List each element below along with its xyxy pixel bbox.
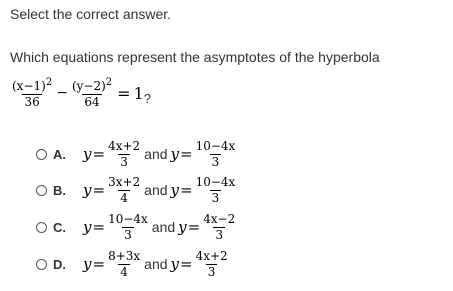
- eq1-fraction: [106, 176, 142, 204]
- term1-denominator: 36: [24, 94, 40, 109]
- eq2-lhs: y: [170, 181, 179, 199]
- eq2-fraction: [194, 250, 230, 278]
- question-mark: ?: [143, 90, 151, 106]
- radio-button-a[interactable]: [36, 149, 47, 160]
- question-text: Which equations represent the asymptotes of the hyperbola: [10, 49, 380, 65]
- eq2-fraction: [201, 213, 237, 241]
- equals-sign: =: [92, 255, 106, 273]
- option-letter: B.: [53, 182, 66, 198]
- eq1-lhs: y: [83, 145, 92, 163]
- option-b-equations: [83, 176, 237, 204]
- eq1-denominator: 3: [120, 154, 128, 169]
- eq2-denominator: 3: [207, 264, 216, 279]
- eq2-lhs: y: [170, 255, 179, 273]
- fraction-term2: [70, 78, 114, 108]
- eq2-denominator: 3: [211, 154, 220, 169]
- eq2-fraction: [194, 176, 238, 204]
- option-letter: A.: [53, 146, 66, 162]
- option-d-equations: [83, 250, 230, 278]
- term2-exponent: 2: [105, 77, 113, 88]
- radio-button-d[interactable]: [36, 259, 47, 270]
- equals-sign: =: [92, 218, 106, 236]
- equals-sign: =: [180, 181, 193, 199]
- and-text: and: [144, 182, 168, 198]
- radio-button-b[interactable]: [36, 185, 47, 196]
- eq1-lhs: y: [83, 255, 92, 273]
- rhs-value: 1: [133, 83, 144, 103]
- eq1-denominator: 4: [120, 264, 128, 279]
- eq1-fraction: [106, 250, 142, 278]
- eq2-numerator: 4x−2: [203, 211, 236, 226]
- option-c-equations: [83, 213, 237, 241]
- eq1-fraction: [106, 140, 142, 168]
- eq2-lhs: y: [170, 145, 179, 163]
- eq2-denominator: 3: [215, 227, 224, 242]
- eq2-lhs: y: [178, 218, 187, 236]
- option-letter: C.: [53, 219, 66, 235]
- term1-exponent: 2: [45, 77, 53, 88]
- minus-sign: −: [56, 85, 68, 102]
- option-b[interactable]: [36, 173, 237, 207]
- equals-sign: =: [92, 145, 106, 163]
- eq1-numerator: 4x+2: [108, 138, 141, 153]
- option-d[interactable]: [36, 247, 230, 281]
- term2-numerator: (y−2): [71, 79, 106, 93]
- option-c[interactable]: [36, 210, 237, 244]
- eq2-denominator: 3: [211, 190, 220, 205]
- and-text: and: [144, 146, 168, 162]
- eq2-numerator: 4x+2: [195, 248, 228, 263]
- eq1-numerator: 8+3x: [108, 248, 141, 263]
- radio-button-c[interactable]: [36, 222, 47, 233]
- eq2-numerator: 10−4x: [195, 138, 236, 153]
- term2-denominator: 64: [84, 94, 100, 109]
- and-text: and: [144, 256, 168, 272]
- eq1-denominator: 4: [120, 190, 128, 205]
- eq2-numerator: 10−4x: [195, 174, 236, 189]
- equals-sign: =: [92, 181, 106, 199]
- and-text: and: [151, 219, 176, 235]
- option-a-equations: [83, 140, 237, 168]
- instruction-text: Select the correct answer.: [10, 6, 172, 22]
- eq1-lhs: y: [83, 218, 92, 236]
- eq1-denominator: 3: [124, 227, 132, 242]
- hyperbola-equation: [10, 78, 151, 108]
- equals-sign: =: [117, 83, 131, 103]
- eq1-lhs: y: [83, 181, 92, 199]
- equals-sign: =: [180, 145, 193, 163]
- option-a[interactable]: [36, 137, 237, 171]
- equals-sign: =: [187, 218, 201, 236]
- eq1-fraction: [106, 213, 150, 241]
- equals-sign: =: [180, 255, 193, 273]
- option-letter: D.: [53, 256, 66, 272]
- eq1-numerator: 3x+2: [108, 174, 141, 189]
- fraction-term1: [10, 78, 54, 108]
- eq2-fraction: [194, 140, 238, 168]
- eq1-numerator: 10−4x: [108, 211, 148, 226]
- term1-numerator: (x−1): [12, 79, 46, 93]
